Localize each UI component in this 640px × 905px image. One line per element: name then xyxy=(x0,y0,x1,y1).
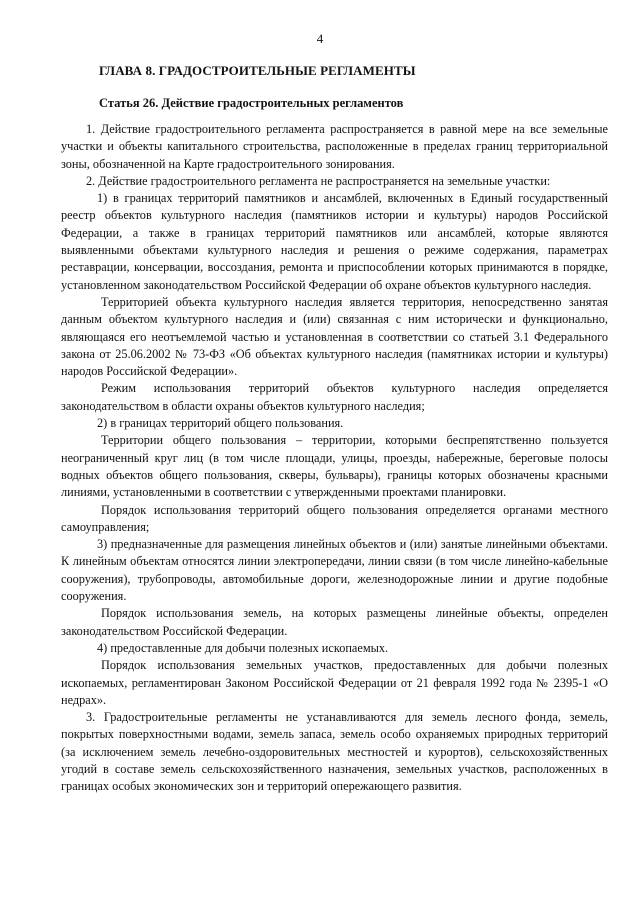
page-number: 4 xyxy=(316,31,324,46)
paragraph: Территории общего пользования – территории, которыми беспрепятственно пользуется неограниченный круг лиц (в том числе площади, улицы, проезды, набережные, береговые полосы водных объектов общего пользования, скверы, бульвары), границы которых обозначены красными линиями, установленными в соответствии с утвержденными проектами планировки. xyxy=(61,433,608,500)
paragraph: Порядок использования территорий общего пользования определяется органами местного самоуправления; xyxy=(61,502,608,534)
paragraph: 3. Градостроительные регламенты не устанавливаются для земель лесного фонда, земель, покрытых поверхностными водами, земель запаса, земель особо охраняемых природных территорий (за исключением земель лечебно-оздоровительных местностей и курортов), сельскохозяйственных угодий в составе земель сельскохозяйственного назначения, земельных участков, расположенных в границах особых экономических зон и территорий опережающего развития. xyxy=(61,710,608,794)
document-body xyxy=(61,121,608,796)
paragraph: Режим использования территорий объектов культурного наследия определяется законодательством в области охраны объектов культурного наследия; xyxy=(61,381,608,413)
paragraph: Территорией объекта культурного наследия является территория, непосредственно занятая данным объектом культурного наследия и (или) связанная с ним исторически и функционально, являющаяся его неотъемлемой частью и установленная в соответствии со статьей 3.1 Федерального закона от 25.06.2002 № 73-ФЗ «Об объектах культурного наследия (памятниках истории и культуры) народов Российской Федерации». xyxy=(61,294,608,379)
paragraph: 3) предназначенные для размещения линейных объектов и (или) занятые линейными объектами. К линейным объектам относятся линии электропередачи, линии связи (в том числе линейно-кабельные сооружения), трубопроводы, автомобильные дороги, железнодорожные линии и другие подобные сооружения. xyxy=(61,537,608,604)
paragraph: 1. Действие градостроительного регламента распространяется в равной мере на все земельные участки и объекты капитального строительства, расположенные в пределах границ территориальной зоны, обозначенной на Карте градостроительного зонирования. xyxy=(61,122,608,171)
paragraph: Порядок использования земельных участков, предоставленных для добычи полезных ископаемых, регламентирован Законом Российской Федерации от 21 февраля 1992 года № 2395-1 «О недрах». xyxy=(61,658,608,707)
paragraph: 1) в границах территорий памятников и ансамблей, включенных в Единый государственный реестр объектов культурного наследия (памятников истории и культуры) народов Российской Федерации, а также в границах территорий памятников или ансамблей, которые являются выявленными объектами культурного наследия и решения о режиме содержания, параметрах реставрации, консервации, воссоздания, ремонта и приспособлении которых принимаются в порядке, установленном законодательством Российской Федерации об охране объектов культурного наследия. xyxy=(61,191,608,292)
paragraph: 4) предоставленные для добычи полезных ископаемых. xyxy=(97,640,389,655)
article-title: Статья 26. Действие градостроительных регламентов xyxy=(99,96,404,110)
paragraph: Порядок использования земель, на которых размещены линейные объекты, определен законодательством Российской Федерации. xyxy=(61,606,608,638)
paragraph: 2. Действие градостроительного регламента не распространяется на земельные участки: xyxy=(86,173,551,188)
paragraph: 2) в границах территорий общего пользования. xyxy=(97,416,344,431)
chapter-title: ГЛАВА 8. ГРАДОСТРОИТЕЛЬНЫЕ РЕГЛАМЕНТЫ xyxy=(99,63,416,78)
